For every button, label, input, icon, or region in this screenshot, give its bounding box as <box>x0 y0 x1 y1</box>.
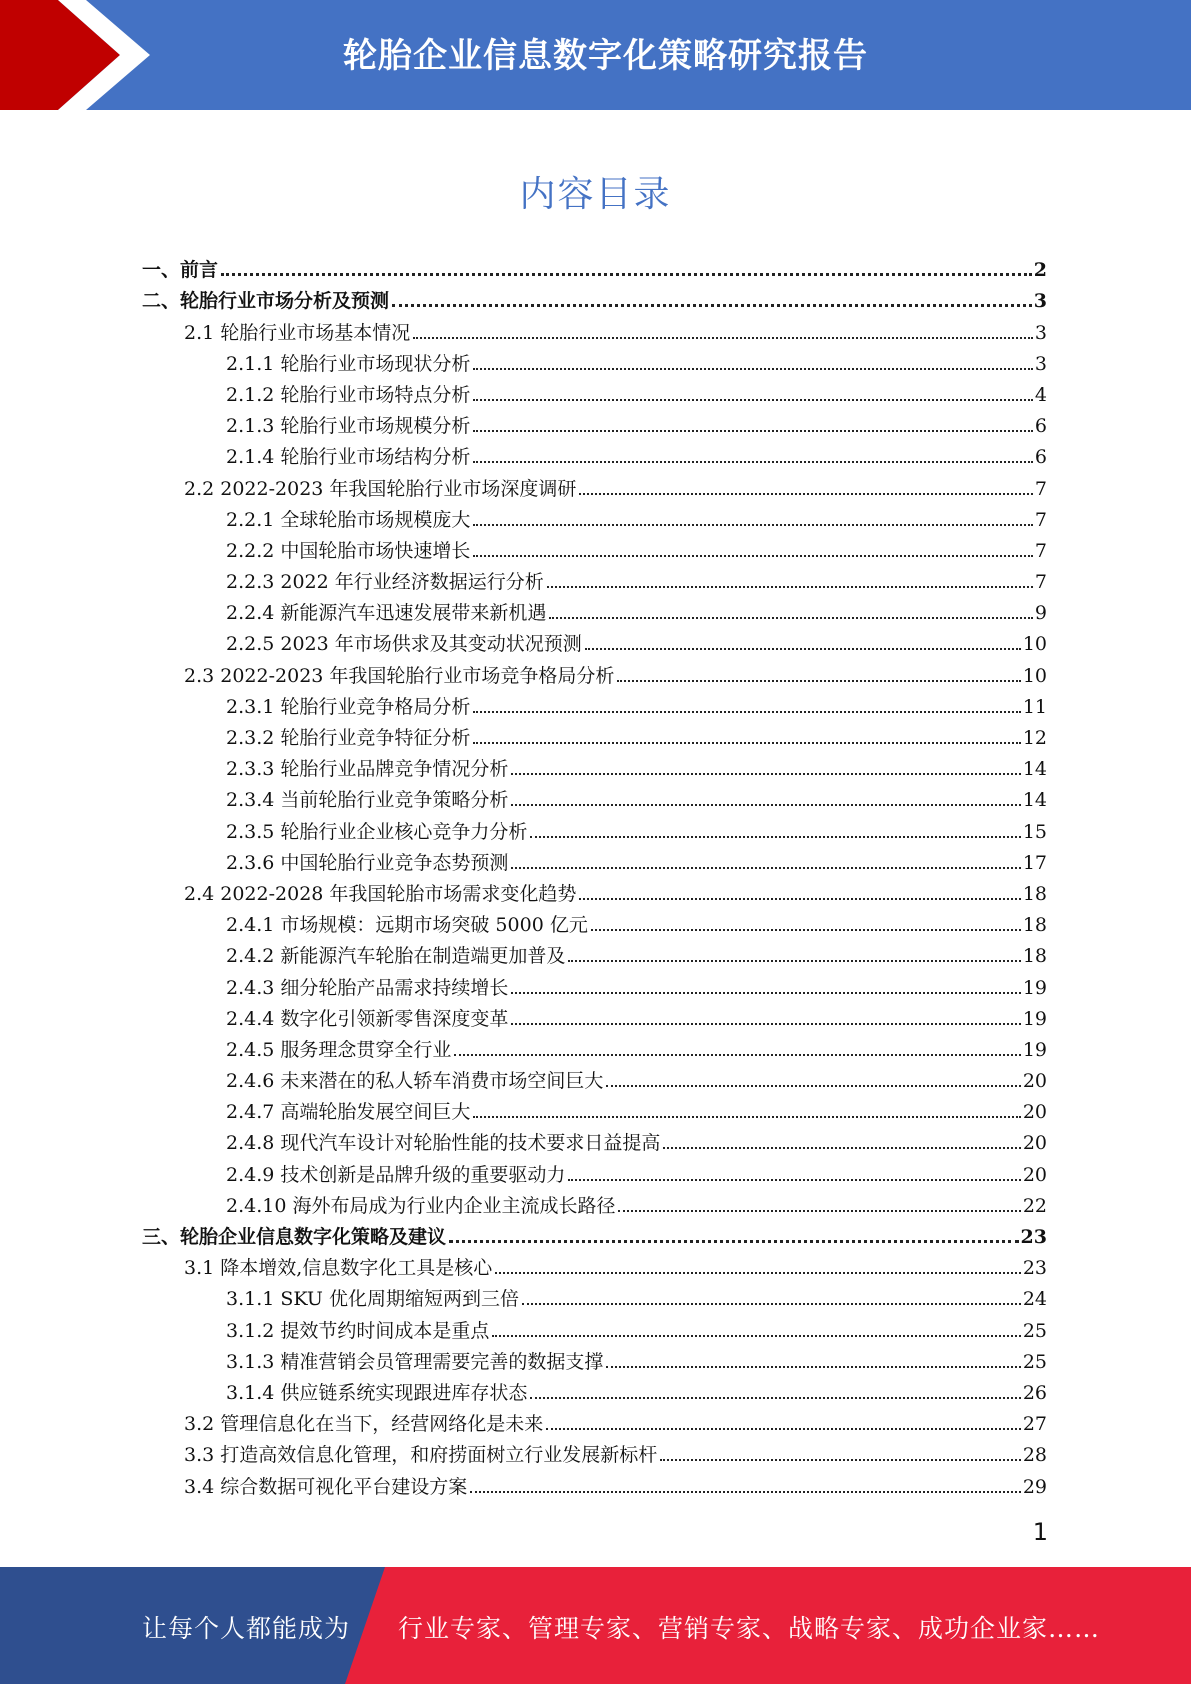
toc-entry-label: 2.3.6 中国轮胎行业竞争态势预测 <box>226 851 509 874</box>
toc-entry-page: 25 <box>1022 1319 1047 1342</box>
toc-entry-page: 3 <box>1033 290 1047 313</box>
toc-entry-page: 22 <box>1022 1194 1047 1217</box>
toc-entry-label: 2.4.7 高端轮胎发展空间巨大 <box>226 1101 471 1124</box>
toc-dot-leader <box>495 1272 1021 1274</box>
toc-entry[interactable] <box>142 1345 1047 1376</box>
toc-entry[interactable] <box>142 1251 1047 1282</box>
toc-entry-page: 7 <box>1034 539 1047 562</box>
toc-entry-label: 2.2.4 新能源汽车迅速发展带来新机遇 <box>226 602 547 625</box>
toc-entry-page: 14 <box>1022 789 1047 812</box>
toc-entry-label: 2.2.1 全球轮胎市场规模庞大 <box>226 508 471 531</box>
toc-entry-label: 2.4 2022-2028 年我国轮胎市场需求变化趋势 <box>184 882 577 905</box>
toc-entry-label: 2.2.2 中国轮胎市场快速增长 <box>226 539 471 562</box>
toc-entry[interactable] <box>142 658 1047 689</box>
toc-dot-leader <box>591 929 1021 931</box>
toc-entry-label: 2.4.4 数字化引领新零售深度变革 <box>226 1007 509 1030</box>
toc-entry[interactable] <box>142 783 1047 814</box>
footer-slogan-left: 让每个人都能成为 <box>142 1614 351 1643</box>
toc-entry-page: 27 <box>1022 1413 1047 1436</box>
toc-entry-label: 3.2 管理信息化在当下，经营网络化是未来 <box>184 1413 544 1436</box>
toc-entry-label: 2.2.5 2023 年市场供求及其变动状况预测 <box>226 633 582 656</box>
toc-entry[interactable] <box>142 877 1047 908</box>
toc-entry-label: 2.1.4 轮胎行业市场结构分析 <box>226 446 471 469</box>
toc-dot-leader <box>568 960 1020 962</box>
toc-entry[interactable] <box>142 1002 1047 1033</box>
toc-entry-label: 2.1.3 轮胎行业市场规模分析 <box>226 415 471 438</box>
toc-dot-leader <box>449 1240 1019 1243</box>
toc-entry-label: 2.4.8 现代汽车设计对轮胎性能的技术要求日益提高 <box>226 1132 661 1155</box>
toc-entry-page: 28 <box>1022 1444 1047 1467</box>
toc-entry-label: 3.1.2 提效节约时间成本是重点 <box>226 1319 490 1342</box>
toc-entry[interactable] <box>142 846 1047 877</box>
toc-entry-label: 3.4 综合数据可视化平台建设方案 <box>184 1475 468 1498</box>
toc-entry[interactable] <box>142 565 1047 596</box>
toc-entry-label: 3.1.4 供应链系统实现跟进库存状态 <box>226 1381 528 1404</box>
toc-entry[interactable] <box>142 1469 1047 1500</box>
footer-slogan-right: 行业专家、管理专家、营销专家、战略专家、成功企业家…… <box>398 1614 1101 1643</box>
toc-entry-page: 3 <box>1034 352 1047 375</box>
toc-entry-page: 18 <box>1022 945 1047 968</box>
toc-dot-leader <box>473 1116 1020 1118</box>
toc-entry-label: 2.4.1 市场规模：远期市场突破 5000 亿元 <box>226 914 588 937</box>
toc-entry-page: 9 <box>1034 602 1047 625</box>
toc-entry[interactable] <box>142 1407 1047 1438</box>
toc-entry-page: 18 <box>1022 882 1047 905</box>
toc-entry-label: 2.2 2022-2023 年我国轮胎行业市场深度调研 <box>184 477 577 500</box>
toc-dot-leader <box>663 1147 1020 1149</box>
toc-dot-leader <box>392 304 1032 307</box>
toc-entry-label: 3.1 降本增效,信息数字化工具是核心 <box>184 1257 493 1280</box>
toc-dot-leader <box>606 1085 1020 1087</box>
toc-dot-leader <box>530 1397 1020 1399</box>
toc-entry-page: 12 <box>1022 727 1047 749</box>
toc-entry-page: 19 <box>1022 1007 1047 1030</box>
toc-entry[interactable] <box>142 1376 1047 1407</box>
toc-entry[interactable] <box>142 627 1047 658</box>
toc-entry-label: 2.3.5 轮胎行业企业核心竞争力分析 <box>226 820 528 843</box>
toc-entry-page: 4 <box>1034 383 1047 406</box>
table-of-contents <box>142 253 1047 1501</box>
toc-entry-page: 14 <box>1022 758 1047 781</box>
toc-dot-leader <box>473 461 1033 463</box>
toc-entry-page: 10 <box>1022 633 1047 656</box>
toc-entry-label: 一、前言 <box>142 259 219 282</box>
toc-entry-page: 19 <box>1022 976 1047 999</box>
toc-entry-page: 11 <box>1022 695 1047 718</box>
toc-entry-page: 6 <box>1034 415 1047 438</box>
toc-dot-leader <box>617 680 1020 682</box>
toc-entry-page: 20 <box>1022 1101 1047 1124</box>
toc-entry[interactable] <box>142 1189 1047 1220</box>
toc-entry[interactable] <box>142 1064 1047 1095</box>
toc-entry-label: 2.3 2022-2023 年我国轮胎行业市场竞争格局分析 <box>184 664 615 687</box>
toc-entry-page: 20 <box>1022 1163 1047 1186</box>
footer-banner <box>0 1567 1191 1684</box>
toc-dot-leader <box>568 1179 1020 1181</box>
toc-dot-leader <box>492 1335 1020 1337</box>
toc-entry-label: 2.3.2 轮胎行业竞争特征分析 <box>226 727 471 749</box>
report-title: 轮胎企业信息数字化策略研究报告 <box>343 36 868 76</box>
toc-entry-page: 29 <box>1022 1475 1047 1498</box>
toc-entry-page: 7 <box>1034 477 1047 500</box>
toc-dot-leader <box>547 586 1033 588</box>
toc-entry-page: 3 <box>1034 321 1047 344</box>
toc-dot-leader <box>585 648 1021 650</box>
toc-entry[interactable] <box>142 284 1047 315</box>
toc-entry-label: 2.1.2 轮胎行业市场特点分析 <box>226 383 471 406</box>
toc-entry[interactable] <box>142 908 1047 939</box>
toc-entry-label: 2.1.1 轮胎行业市场现状分析 <box>226 352 471 375</box>
toc-entry-page: 6 <box>1034 446 1047 469</box>
toc-dot-leader <box>221 273 1032 276</box>
toc-entry-label: 2.4.5 服务理念贯穿全行业 <box>226 1038 452 1061</box>
toc-dot-leader <box>511 773 1020 775</box>
toc-entry[interactable] <box>142 1095 1047 1126</box>
toc-entry[interactable] <box>142 1126 1047 1157</box>
toc-entry-page: 18 <box>1022 914 1047 937</box>
toc-entry-page: 19 <box>1022 1038 1047 1061</box>
toc-entry[interactable] <box>142 440 1047 471</box>
toc-entry-label: 三、轮胎企业信息数字化策略及建议 <box>142 1226 447 1248</box>
toc-dot-leader <box>530 836 1020 838</box>
toc-entry[interactable] <box>142 347 1047 378</box>
toc-entry-page: 15 <box>1022 820 1047 843</box>
toc-entry-label: 3.1.1 SKU 优化周期缩短两到三倍 <box>226 1288 519 1311</box>
toc-entry-label: 2.4.9 技术创新是品牌升级的重要驱动力 <box>226 1163 566 1186</box>
toc-entry[interactable] <box>142 471 1047 502</box>
toc-entry[interactable] <box>142 752 1047 783</box>
toc-entry-page: 7 <box>1034 571 1047 594</box>
toc-entry-page: 2 <box>1033 259 1047 282</box>
toc-dot-leader <box>473 430 1033 432</box>
toc-entry-page: 24 <box>1022 1288 1047 1311</box>
toc-entry[interactable] <box>142 1282 1047 1313</box>
toc-dot-leader <box>473 742 1020 744</box>
toc-entry-label: 2.1 轮胎行业市场基本情况 <box>184 321 411 344</box>
toc-entry[interactable] <box>142 253 1047 284</box>
toc-entry[interactable] <box>142 721 1047 752</box>
toc-dot-leader <box>473 555 1033 557</box>
toc-dot-leader <box>473 711 1020 713</box>
header-banner <box>0 0 1191 110</box>
toc-dot-leader <box>473 368 1033 370</box>
toc-entry-page: 10 <box>1022 664 1047 687</box>
toc-entry[interactable] <box>142 409 1047 440</box>
toc-dot-leader <box>549 617 1033 619</box>
toc-entry[interactable] <box>142 596 1047 627</box>
toc-dot-leader <box>522 1303 1021 1305</box>
toc-entry[interactable] <box>142 1033 1047 1064</box>
toc-entry-label: 2.4.10 海外布局成为行业内企业主流成长路径 <box>226 1194 616 1217</box>
toc-dot-leader <box>511 1023 1020 1025</box>
toc-heading: 内容目录 <box>519 174 672 215</box>
toc-dot-leader <box>579 898 1020 900</box>
toc-entry[interactable] <box>142 315 1047 346</box>
toc-entry-page: 23 <box>1020 1226 1047 1248</box>
toc-entry[interactable] <box>142 1220 1047 1251</box>
toc-entry-label: 2.3.4 当前轮胎行业竞争策略分析 <box>226 789 509 812</box>
toc-entry-label: 3.1.3 精准营销会员管理需要完善的数据支撑 <box>226 1350 604 1373</box>
toc-entry-page: 17 <box>1022 851 1047 874</box>
toc-entry-page: 20 <box>1022 1070 1047 1093</box>
toc-dot-leader <box>606 1366 1020 1368</box>
toc-dot-leader <box>454 1054 1020 1056</box>
toc-dot-leader <box>413 337 1033 339</box>
toc-entry-label: 二、轮胎行业市场分析及预测 <box>142 290 390 313</box>
toc-dot-leader <box>579 493 1032 495</box>
toc-entry[interactable] <box>142 814 1047 845</box>
toc-entry[interactable] <box>142 378 1047 409</box>
toc-entry[interactable] <box>142 1313 1047 1344</box>
toc-dot-leader <box>511 992 1020 994</box>
toc-entry-label: 2.4.6 未来潜在的私人轿车消费市场空间巨大 <box>226 1070 604 1093</box>
toc-dot-leader <box>511 867 1020 869</box>
toc-entry-page: 26 <box>1022 1381 1047 1404</box>
toc-entry-page: 7 <box>1034 508 1047 531</box>
toc-entry-label: 3.3 打造高效信息化管理，和府捞面树立行业发展新标杆 <box>184 1444 658 1467</box>
toc-entry[interactable] <box>142 503 1047 534</box>
toc-dot-leader <box>511 804 1020 806</box>
toc-entry[interactable] <box>142 534 1047 565</box>
toc-entry[interactable] <box>142 1157 1047 1188</box>
toc-dot-leader <box>473 524 1033 526</box>
toc-entry[interactable] <box>142 939 1047 970</box>
toc-dot-leader <box>618 1210 1020 1212</box>
toc-entry-label: 2.4.2 新能源汽车轮胎在制造端更加普及 <box>226 945 566 968</box>
toc-entry-page: 20 <box>1022 1132 1047 1155</box>
toc-entry[interactable] <box>142 1438 1047 1469</box>
toc-entry-label: 2.3.1 轮胎行业竞争格局分析 <box>226 695 471 718</box>
toc-entry[interactable] <box>142 690 1047 721</box>
toc-entry-label: 2.2.3 2022 年行业经济数据运行分析 <box>226 571 544 594</box>
toc-entry-page: 25 <box>1022 1350 1047 1373</box>
page-number: 1 <box>1032 1518 1048 1546</box>
toc-dot-leader <box>660 1459 1021 1461</box>
toc-dot-leader <box>470 1491 1021 1493</box>
toc-entry-label: 2.3.3 轮胎行业品牌竞争情况分析 <box>226 758 509 781</box>
toc-entry-page: 23 <box>1022 1257 1047 1280</box>
toc-entry-label: 2.4.3 细分轮胎产品需求持续增长 <box>226 976 509 999</box>
toc-dot-leader <box>546 1428 1021 1430</box>
toc-dot-leader <box>473 399 1033 401</box>
toc-entry[interactable] <box>142 970 1047 1001</box>
